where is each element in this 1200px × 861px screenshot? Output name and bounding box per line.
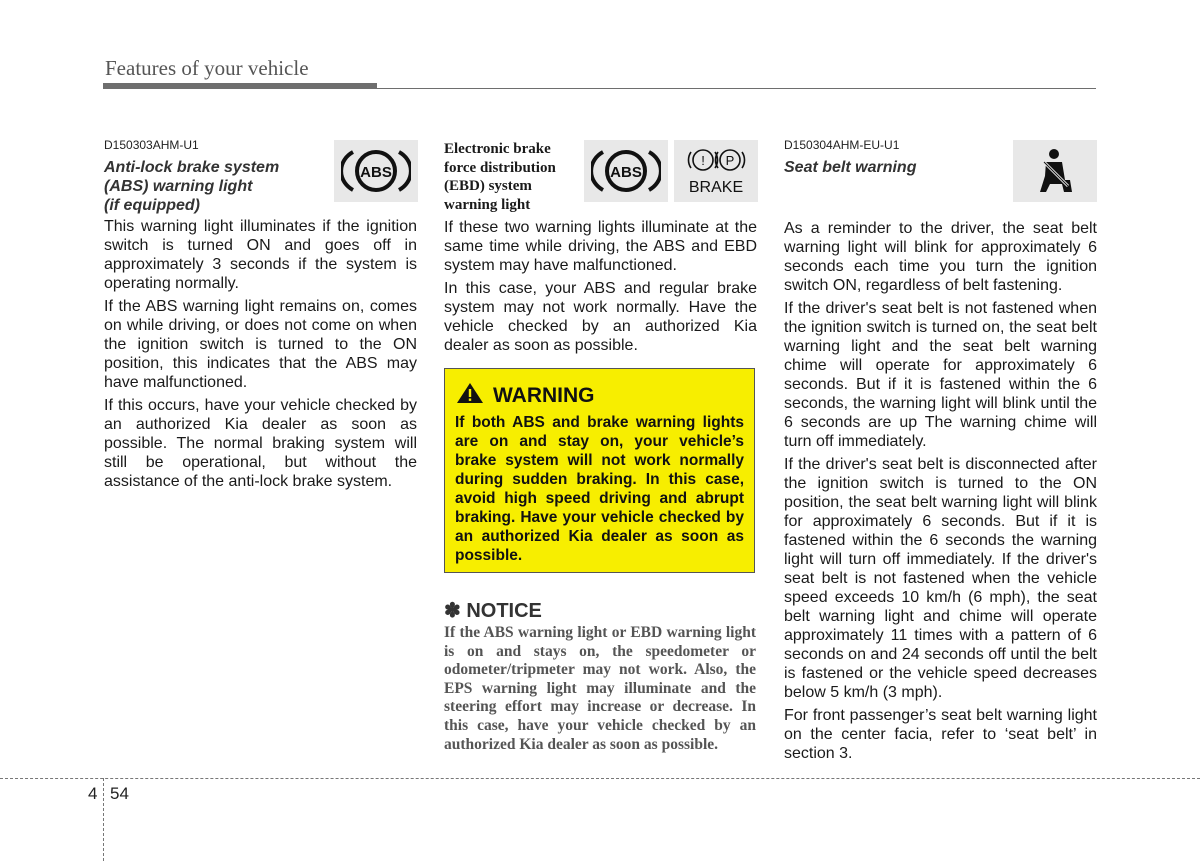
section-body <box>784 219 1097 763</box>
warning-title: WARNING <box>493 384 595 407</box>
paragraph: For front passenger’s seat belt warning light on the center facia, refer to ‘seat belt’ in section 3. <box>784 707 1097 762</box>
paragraph: If the driver's seat belt is disconnected after the ignition switch is turned to the ON position, the seat belt warning light will blink for approximately 6 seconds. But if it is fastened within the 6 seconds the warning light will turn off immediately. If the driver's seat belt is not fastened when the vehicle speed exceeds 10 km/h (6 mph), the seat belt warning light and chime will operate approximately 11 times with a pattern of 6 seconds on and 24 seconds off until the belt is fastened or the vehicle speed decreases below 5 km/h (3 mph). <box>784 456 1097 701</box>
section-body <box>104 217 417 491</box>
header-rule-thin <box>377 88 1096 89</box>
paragraph: If the ABS warning light remains on, comes on while driving, or does not come on when the ignition switch is turned to the ON position, this indicates that the ABS may have malfunctioned. <box>104 298 417 391</box>
heading-line: (EBD) system <box>444 178 532 194</box>
heading-line: (ABS) warning light <box>104 178 253 195</box>
warning-text: If both ABS and brake warning lights are on and stay on, your vehicle’s brake system will not work normally during sudden braking. In this case, avoid high speed driving and abrupt braking. Have your vehicle checked by an authorized Kia dealer as soon as possible. <box>455 414 744 564</box>
seat-belt-icon <box>1013 140 1097 202</box>
abs-warning-icon <box>584 140 668 202</box>
heading-line: Anti-lock brake system <box>104 159 280 176</box>
page-number: 54 <box>110 784 129 803</box>
heading-line: warning light <box>444 196 531 213</box>
abs-warning-icon <box>334 140 418 202</box>
notice-title: ✽ NOTICE <box>444 600 542 622</box>
right-column <box>784 138 1097 767</box>
brake-icon-text: BRAKE <box>688 179 744 196</box>
page-header-title: Features of your vehicle <box>105 56 309 80</box>
paragraph: This warning light illuminates if the ignition switch is turned ON and goes off in approximately 3 seconds if the system is operating normally. <box>104 218 417 292</box>
paragraph: If the driver's seat belt is not fastened when the ignition switch is turned on, the seat belt warning light and the seat belt warning chime will operate for approximately 6 seconds. But if it is fastened within the 6 seconds, the warning light will blink until the 6 seconds are up The warning chime will turn off immediately. <box>784 300 1097 450</box>
warning-triangle-icon <box>455 381 485 411</box>
warning-box <box>444 368 755 573</box>
heading-line: (if equipped) <box>104 197 200 214</box>
chapter-number: 4 <box>88 784 98 803</box>
section-heading <box>104 158 314 215</box>
section-code: D150303AHM-U1 <box>104 138 199 152</box>
heading-line: Electronic brake <box>444 141 551 157</box>
footer-divider <box>103 778 104 861</box>
section-body <box>444 218 757 355</box>
svg-text:!: ! <box>701 153 705 168</box>
paragraph: If these two warning lights illuminate at the same time while driving, the ABS and EBD system may have malfunctioned. <box>444 219 757 274</box>
abs-icon-text: ABS <box>360 164 392 181</box>
paragraph: In this case, your ABS and regular brake system may not work normally. Have the vehicle checked by an authorized Kia dealer as soon as possible. <box>444 280 757 354</box>
header-rule <box>103 83 377 89</box>
svg-text:P: P <box>725 153 735 168</box>
paragraph: As a reminder to the driver, the seat belt warning light will blink for approximately 6 seconds each time you turn the ignition switch ON, regardless of belt fastening. <box>784 220 1097 294</box>
abs-icon-text: ABS <box>610 164 642 181</box>
warning-heading <box>455 381 744 411</box>
notice-text: If the ABS warning light or EBD warning light is on and stays on, the speedometer or odometer/tripmeter may not work. Also, the EPS warning light may illuminate and the steering effort may increase or decrease. In this case, have your vehicle checked by an authorized Kia dealer as soon as possible. <box>444 624 756 753</box>
section-heading: Seat belt warning <box>784 159 917 176</box>
paragraph: If this occurs, have your vehicle checked by an authorized Kia dealer as soon as possible. The normal braking system will still be operational, but without the assistance of the anti-lock brake system. <box>104 397 417 490</box>
section-code: D150304AHM-EU-U1 <box>784 138 900 152</box>
footer-rule <box>0 778 1200 779</box>
brake-warning-icon <box>674 140 758 202</box>
heading-line: force distribution <box>444 159 556 176</box>
